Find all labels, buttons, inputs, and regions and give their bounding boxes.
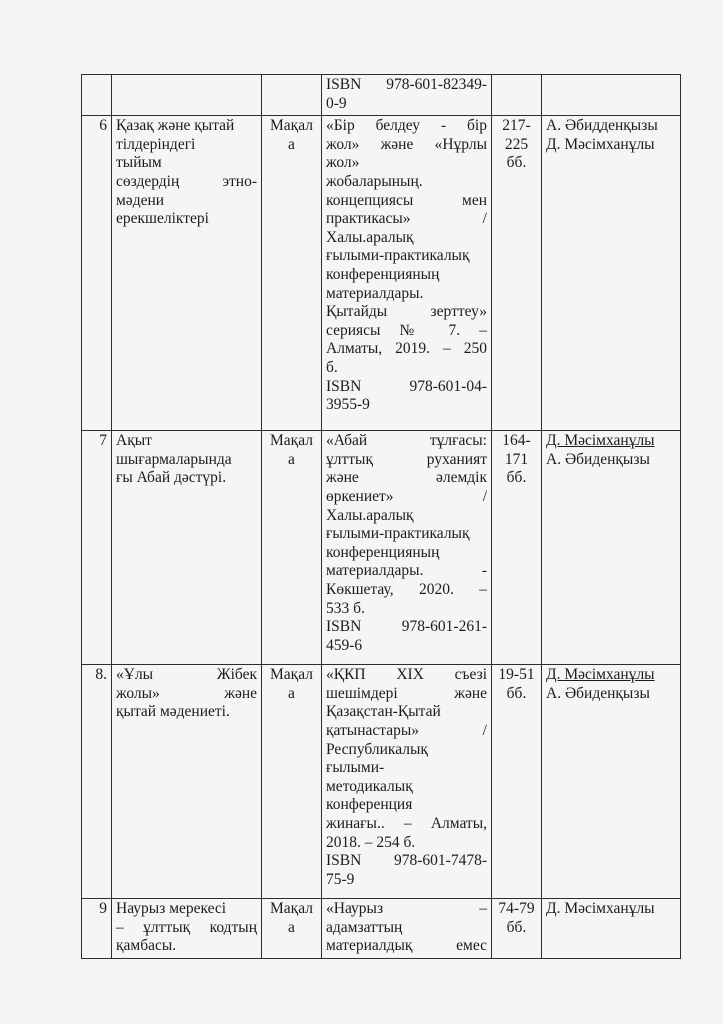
pages-line: 19-51 xyxy=(498,666,535,684)
author-line: Д. Мәсімханұлы xyxy=(546,666,655,684)
table-row xyxy=(82,116,681,431)
row-number-cell xyxy=(82,75,112,116)
source-line: және әлемдік xyxy=(326,469,487,487)
type-cell xyxy=(262,75,322,116)
source-cell xyxy=(322,665,492,899)
pages-line: бб. xyxy=(506,918,527,936)
source-line: ISBN 978-601-7478- xyxy=(326,852,487,870)
source-line: ғылыми-практикалық xyxy=(326,525,470,543)
title-cell xyxy=(112,431,262,665)
pages-cell xyxy=(492,665,542,899)
pages-line: бб. xyxy=(506,469,527,487)
pages-line: 74-79 xyxy=(498,900,535,918)
source-line: концепциясы мен xyxy=(326,191,487,209)
source-cell xyxy=(322,899,492,959)
author-cell xyxy=(542,665,681,899)
title-cell xyxy=(112,665,262,899)
source-cell xyxy=(322,75,492,116)
type-line: а xyxy=(288,684,295,702)
source-line: «Бір белдеу - бір xyxy=(326,117,487,135)
type-line: а xyxy=(288,450,295,468)
pages-cell xyxy=(492,75,542,116)
title-line: қытай мәдениеті. xyxy=(116,703,230,721)
source-line: 0-9 xyxy=(326,94,347,112)
source-line: «ҚКП XIX съезі xyxy=(326,666,487,684)
source-line: конференцияның xyxy=(326,543,440,561)
type-line: Мақал xyxy=(270,432,313,450)
source-line: Халы.аралық xyxy=(326,228,414,246)
source-line: методикалық xyxy=(326,777,413,795)
title-line: ғы Абай дәстүрі. xyxy=(116,469,227,487)
pages-line: 217- xyxy=(502,117,531,135)
title-line: жолы» және xyxy=(116,684,257,702)
title-line: сөздердің этно- xyxy=(116,172,257,190)
title-line: тыйым xyxy=(116,154,162,172)
author-line: А. Әбидденқызы xyxy=(546,117,658,135)
pages-line: бб. xyxy=(506,154,527,172)
type-line: Мақал xyxy=(270,117,313,135)
title-line: Қазақ және қытай xyxy=(116,117,235,135)
title-line: қамбасы. xyxy=(116,937,177,955)
source-line: материалдық емес xyxy=(326,937,487,955)
row-number-cell xyxy=(82,665,112,899)
pages-cell xyxy=(492,431,542,665)
pages-line: 225 xyxy=(504,135,529,153)
title-line: «Ұлы Жібек xyxy=(116,666,257,684)
table-row xyxy=(82,899,681,959)
author-line: Д. Мәсімханұлы xyxy=(546,432,655,450)
source-line: адамзаттың xyxy=(326,918,403,936)
title-line: Наурыз мерекесі xyxy=(116,900,227,918)
pages-line: 164- xyxy=(502,432,531,450)
source-line: өркениет» / xyxy=(326,487,487,505)
source-line: б. xyxy=(326,358,338,376)
table-body xyxy=(82,75,681,959)
row-number: 9 xyxy=(99,900,107,918)
author-line: Д. Мәсімханұлы xyxy=(546,900,655,918)
source-line: шешімдері және xyxy=(326,684,487,702)
title-line: Ақыт xyxy=(116,432,152,450)
source-line: ISBN 978-601-04- xyxy=(326,377,487,395)
source-line: материалдары. - xyxy=(326,562,487,580)
source-line: Республикалық xyxy=(326,740,428,758)
source-line: Алматы, 2019. – 250 xyxy=(326,340,487,358)
type-line: а xyxy=(288,135,295,153)
type-cell xyxy=(262,899,322,959)
type-line: а xyxy=(288,918,295,936)
pages-line: 171 xyxy=(504,450,529,468)
type-line: Мақал xyxy=(270,666,313,684)
source-line: 459-6 xyxy=(326,636,363,654)
source-line: Халы.аралық xyxy=(326,506,414,524)
author-cell xyxy=(542,116,681,431)
title-line: ерекшеліктері xyxy=(116,210,209,228)
source-line: жобаларының. xyxy=(326,172,423,190)
source-line: Қытайды зерттеу» xyxy=(326,303,487,321)
source-line: Көкшетау, 2020. – xyxy=(326,580,487,598)
source-line: жол» және «Нұрлы xyxy=(326,135,487,153)
source-cell xyxy=(322,431,492,665)
source-line: ғылыми- xyxy=(326,759,385,777)
title-cell xyxy=(112,899,262,959)
row-number-cell xyxy=(82,899,112,959)
publications-table xyxy=(81,74,681,959)
source-line: ғылыми-практикалық xyxy=(326,247,470,265)
pages-line: бб. xyxy=(506,684,527,702)
table-row xyxy=(82,75,681,116)
source-line: «Наурыз – xyxy=(326,900,487,918)
source-line: ISBN 978-601-82349- xyxy=(326,76,487,93)
row-number: 8. xyxy=(95,666,107,684)
source-line: ұлттық руханият xyxy=(326,450,487,468)
row-number-cell xyxy=(82,431,112,665)
author-cell xyxy=(542,899,681,959)
title-line: – ұлттық кодтың xyxy=(116,918,257,936)
source-line: «Абай тұлғасы: xyxy=(326,432,487,450)
title-line: мәдени xyxy=(116,191,165,209)
source-line: практикасы» / xyxy=(326,210,487,228)
table-row xyxy=(82,431,681,665)
source-line: 75-9 xyxy=(326,870,355,888)
author-cell xyxy=(542,431,681,665)
type-cell xyxy=(262,665,322,899)
table-row xyxy=(82,665,681,899)
source-line: 3955-9 xyxy=(326,396,370,414)
title-cell xyxy=(112,75,262,116)
source-line: конференция xyxy=(326,796,413,814)
source-line: ISBN 978-601-261- xyxy=(326,618,487,636)
type-cell xyxy=(262,116,322,431)
source-line: Қазақстан-Қытай xyxy=(326,703,441,721)
source-line: жол» xyxy=(326,154,360,172)
row-number: 6 xyxy=(99,117,107,135)
author-line: Д. Мәсімханұлы xyxy=(546,135,655,153)
pages-cell xyxy=(492,116,542,431)
source-cell xyxy=(322,116,492,431)
source-line: материалдары. xyxy=(326,284,424,302)
type-cell xyxy=(262,431,322,665)
source-line: 533 б. xyxy=(326,599,365,617)
author-cell xyxy=(542,75,681,116)
row-number-cell xyxy=(82,116,112,431)
author-line: А. Әбиденқызы xyxy=(546,684,650,702)
source-line: конференцияның xyxy=(326,265,440,283)
title-line: тілдеріндегі xyxy=(116,135,196,153)
row-number: 7 xyxy=(99,432,107,450)
author-line: А. Әбиденқызы xyxy=(546,450,650,468)
source-line: 2018. – 254 б. xyxy=(326,833,416,851)
pages-cell xyxy=(492,899,542,959)
source-line: сериясы № 7. – xyxy=(326,321,487,339)
type-line: Мақал xyxy=(270,900,313,918)
title-cell xyxy=(112,116,262,431)
title-line: шығармаларында xyxy=(116,450,232,468)
source-line: жинағы.. – Алматы, xyxy=(326,814,487,832)
source-line: қатынастары» / xyxy=(326,721,487,739)
